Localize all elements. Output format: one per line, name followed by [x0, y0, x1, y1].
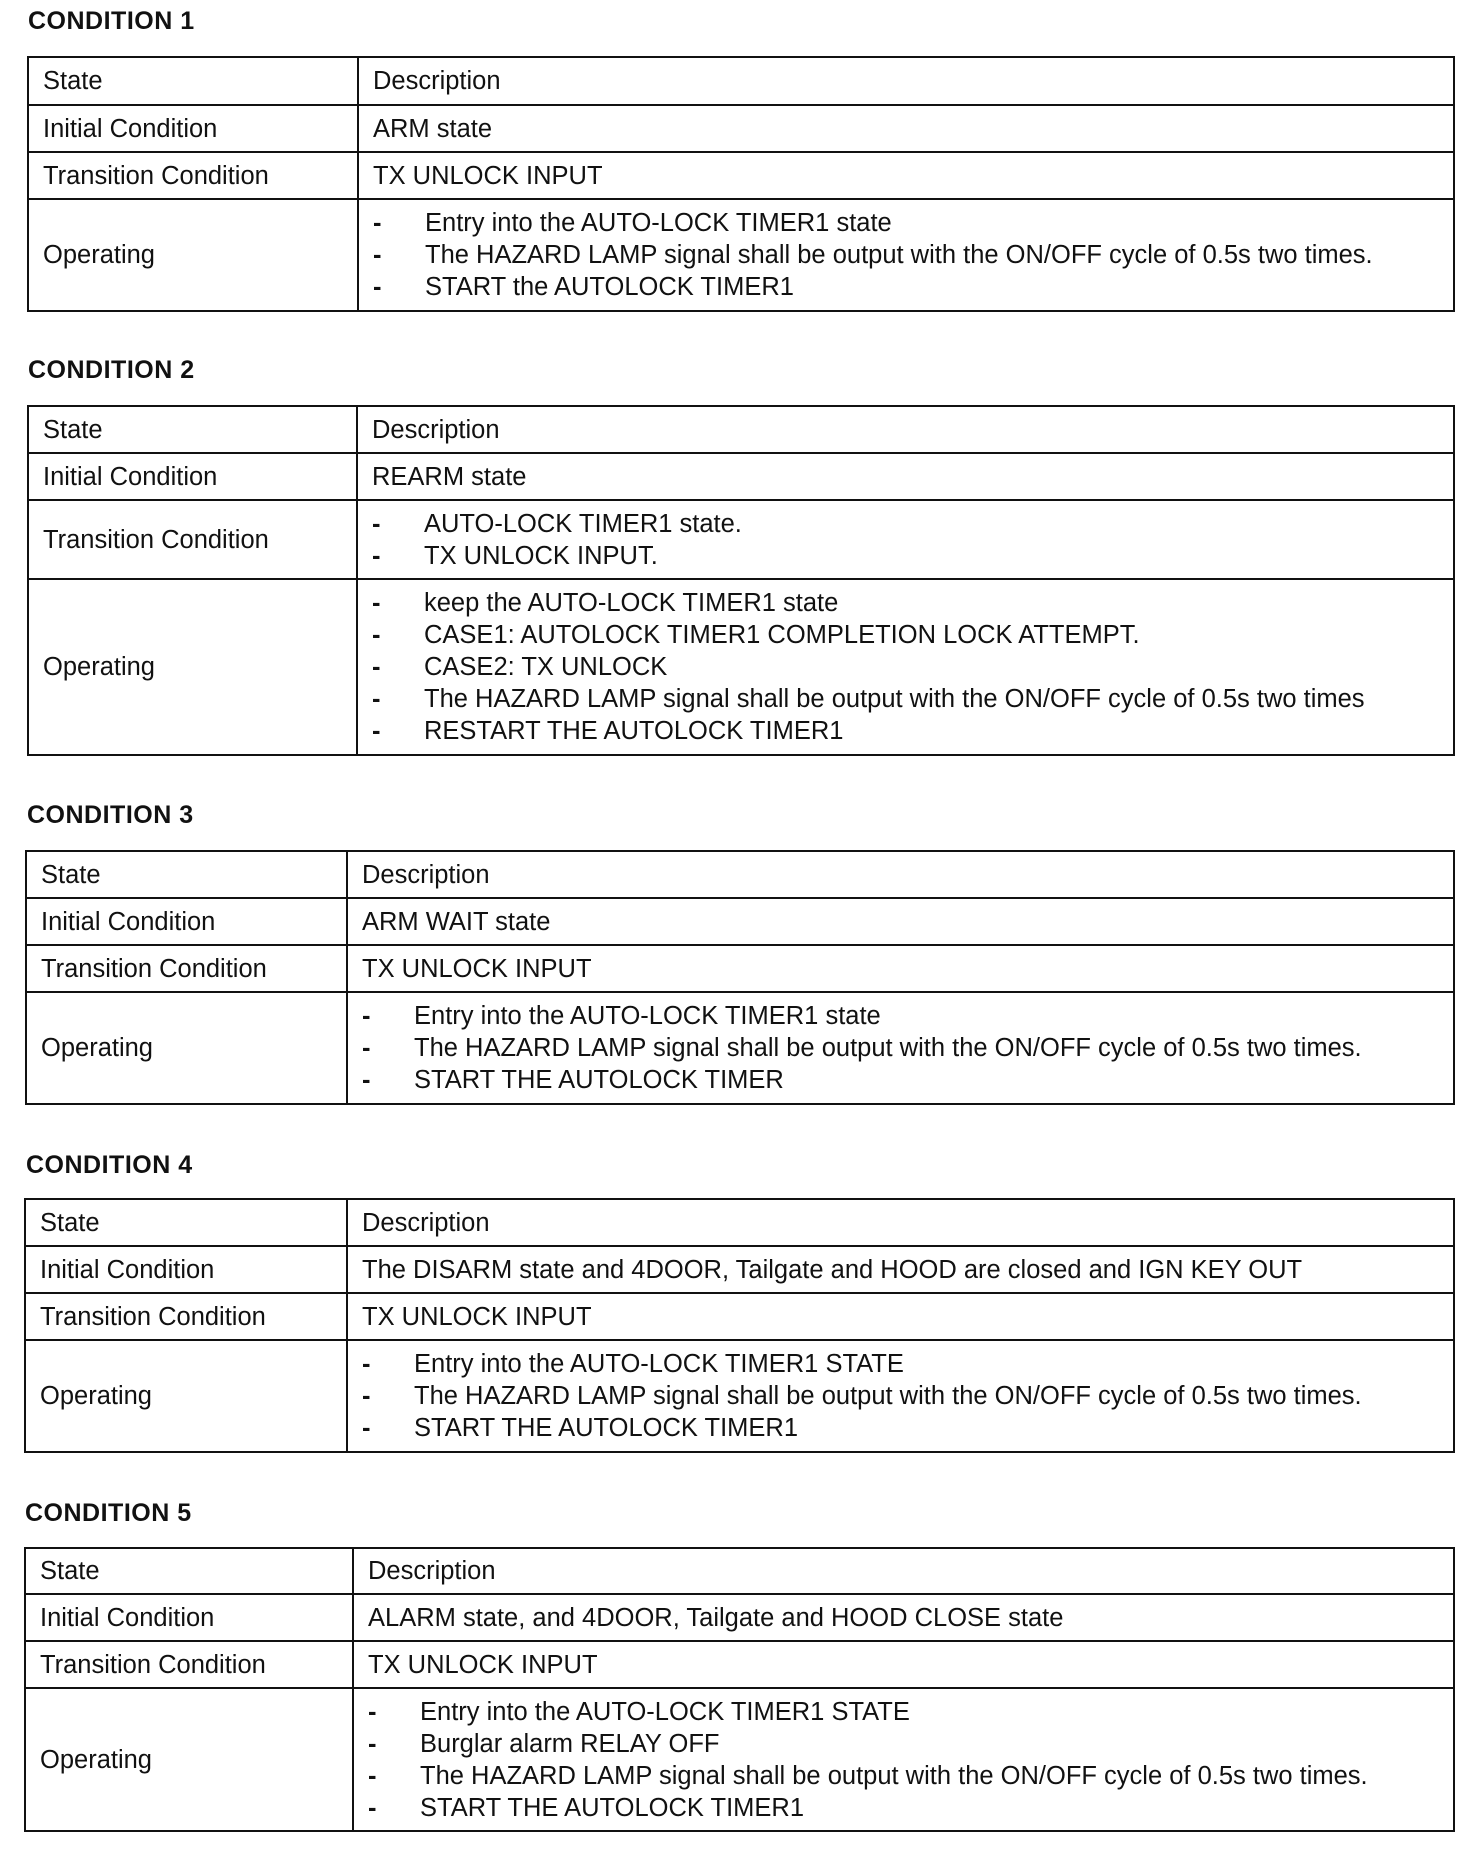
- description-header: Description: [358, 57, 1454, 105]
- operating-label: Operating: [28, 199, 358, 311]
- operating-item: [362, 1412, 1453, 1444]
- operating-item: [372, 651, 1453, 683]
- condition-4-table: [24, 1198, 1455, 1453]
- bullet-dash: -: [362, 1414, 371, 1442]
- description-header: Description: [347, 851, 1454, 898]
- transition-condition-row: [25, 1293, 1454, 1340]
- operating-item: [372, 587, 1453, 619]
- state-header: State: [25, 1548, 353, 1594]
- state-header: State: [25, 1199, 347, 1246]
- condition-2-table: [27, 405, 1455, 756]
- header-row: [25, 1548, 1454, 1594]
- bullet-dash: -: [368, 1793, 377, 1822]
- operating-item-text: Entry into the AUTO-LOCK TIMER1 state: [425, 209, 892, 237]
- operating-item-text: Burglar alarm RELAY OFF: [420, 1729, 720, 1758]
- operating-item: [362, 1032, 1453, 1064]
- bullet-dash: -: [362, 1034, 371, 1062]
- header-row: [28, 57, 1454, 105]
- operating-item: [362, 1348, 1453, 1380]
- initial-condition-label: Initial Condition: [28, 105, 358, 152]
- bullet-dash: -: [368, 1697, 377, 1726]
- bullet-dash: -: [373, 209, 382, 237]
- state-header: State: [26, 851, 347, 898]
- operating-row: [25, 1688, 1454, 1831]
- initial-condition-label: Initial Condition: [28, 453, 357, 500]
- operating-item: [362, 1000, 1453, 1032]
- operating-item-text: CASE2: TX UNLOCK: [424, 653, 668, 681]
- transition-condition-value: TX UNLOCK INPUT: [347, 1293, 1454, 1340]
- operating-list-cell: [357, 579, 1454, 755]
- operating-item-text: The HAZARD LAMP signal shall be output with the ON/OFF cycle of 0.5s two times.: [414, 1382, 1362, 1410]
- bullet-dash: -: [372, 717, 381, 745]
- operating-row: [25, 1340, 1454, 1452]
- transition-condition-label: Transition Condition: [26, 945, 347, 992]
- condition-4-title: CONDITION 4: [26, 1151, 193, 1179]
- operating-item: [362, 1064, 1453, 1096]
- operating-item-text: START the AUTOLOCK TIMER1: [425, 273, 794, 301]
- operating-item-text: The HAZARD LAMP signal shall be output with the ON/OFF cycle of 0.5s two times.: [420, 1761, 1368, 1790]
- transition-condition-row: [25, 1641, 1454, 1688]
- condition-5-table: [24, 1547, 1455, 1832]
- bullet-dash: -: [372, 621, 381, 649]
- operating-item-text: START THE AUTOLOCK TIMER1: [414, 1414, 799, 1442]
- bullet-dash: -: [368, 1729, 377, 1758]
- operating-list: [368, 1696, 1453, 1824]
- transition-item-text: AUTO-LOCK TIMER1 state.: [424, 509, 742, 538]
- initial-condition-value: ARM state: [358, 105, 1454, 152]
- bullet-dash: -: [362, 1066, 371, 1094]
- operating-item-text: keep the AUTO-LOCK TIMER1 state: [424, 589, 839, 617]
- transition-item: [372, 508, 1453, 540]
- operating-list-cell: [347, 992, 1454, 1104]
- operating-item: [373, 239, 1453, 271]
- operating-list-cell: [358, 199, 1454, 311]
- operating-label: Operating: [26, 992, 347, 1104]
- operating-item-text: The HAZARD LAMP signal shall be output with the ON/OFF cycle of 0.5s two times.: [425, 241, 1373, 269]
- initial-condition-value: ARM WAIT state: [347, 898, 1454, 945]
- operating-item-text: Entry into the AUTO-LOCK TIMER1 STATE: [420, 1697, 910, 1726]
- state-header: State: [28, 406, 357, 453]
- operating-item-text: Entry into the AUTO-LOCK TIMER1 STATE: [414, 1350, 904, 1378]
- operating-item: [372, 683, 1453, 715]
- operating-label: Operating: [28, 579, 357, 755]
- operating-item: [372, 715, 1453, 747]
- bullet-dash: -: [372, 541, 381, 570]
- transition-list-cell: [357, 500, 1454, 579]
- operating-list: [372, 587, 1453, 747]
- operating-row: [28, 579, 1454, 755]
- initial-condition-row: [28, 105, 1454, 152]
- operating-item: [368, 1728, 1453, 1760]
- transition-item: [372, 540, 1453, 572]
- description-header: Description: [353, 1548, 1454, 1594]
- bullet-dash: -: [372, 589, 381, 617]
- transition-condition-value: TX UNLOCK INPUT: [358, 152, 1454, 199]
- operating-item-text: START THE AUTOLOCK TIMER: [414, 1066, 784, 1094]
- header-row: [26, 851, 1454, 898]
- transition-condition-label: Transition Condition: [25, 1293, 347, 1340]
- operating-item: [368, 1696, 1453, 1728]
- transition-condition-label: Transition Condition: [28, 500, 357, 579]
- description-header: Description: [347, 1199, 1454, 1246]
- condition-1-title: CONDITION 1: [28, 7, 195, 35]
- operating-item-text: RESTART THE AUTOLOCK TIMER1: [424, 717, 844, 745]
- initial-condition-row: [25, 1594, 1454, 1641]
- bullet-dash: -: [362, 1002, 371, 1030]
- condition-5-title: CONDITION 5: [25, 1499, 192, 1527]
- operating-row: [28, 199, 1454, 311]
- operating-item: [362, 1380, 1453, 1412]
- initial-condition-label: Initial Condition: [25, 1594, 353, 1641]
- operating-list-cell: [353, 1688, 1454, 1831]
- initial-condition-row: [26, 898, 1454, 945]
- operating-list: [373, 207, 1453, 303]
- initial-condition-value: ALARM state, and 4DOOR, Tailgate and HOOD CLOSE state: [353, 1594, 1454, 1641]
- initial-condition-label: Initial Condition: [25, 1246, 347, 1293]
- operating-item-text: Entry into the AUTO-LOCK TIMER1 state: [414, 1002, 881, 1030]
- transition-list: [372, 508, 1453, 572]
- header-row: [25, 1199, 1454, 1246]
- operating-list: [362, 1348, 1453, 1444]
- operating-item-text: CASE1: AUTOLOCK TIMER1 COMPLETION LOCK ATTEMPT.: [424, 621, 1140, 649]
- operating-item-text: START THE AUTOLOCK TIMER1: [420, 1793, 805, 1822]
- operating-item-text: The HAZARD LAMP signal shall be output with the ON/OFF cycle of 0.5s two times.: [414, 1034, 1362, 1062]
- operating-item: [373, 271, 1453, 303]
- operating-item: [372, 619, 1453, 651]
- condition-3-table: [25, 850, 1455, 1105]
- operating-label: Operating: [25, 1688, 353, 1831]
- operating-item: [368, 1792, 1453, 1824]
- bullet-dash: -: [372, 653, 381, 681]
- transition-item-text: TX UNLOCK INPUT.: [424, 541, 658, 570]
- bullet-dash: -: [368, 1761, 377, 1790]
- transition-condition-label: Transition Condition: [25, 1641, 353, 1688]
- transition-condition-value: TX UNLOCK INPUT: [353, 1641, 1454, 1688]
- operating-item: [368, 1760, 1453, 1792]
- condition-3-title: CONDITION 3: [27, 801, 194, 829]
- bullet-dash: -: [372, 685, 381, 713]
- initial-condition-label: Initial Condition: [26, 898, 347, 945]
- description-header: Description: [357, 406, 1454, 453]
- bullet-dash: -: [373, 273, 382, 301]
- transition-condition-value: TX UNLOCK INPUT: [347, 945, 1454, 992]
- bullet-dash: -: [372, 509, 381, 538]
- operating-label: Operating: [25, 1340, 347, 1452]
- initial-condition-value: The DISARM state and 4DOOR, Tailgate and HOOD are closed and IGN KEY OUT: [347, 1246, 1454, 1293]
- bullet-dash: -: [373, 241, 382, 269]
- condition-1-table: [27, 56, 1455, 312]
- operating-row: [26, 992, 1454, 1104]
- transition-condition-row: [26, 945, 1454, 992]
- transition-condition-row: [28, 500, 1454, 579]
- operating-item-text: The HAZARD LAMP signal shall be output with the ON/OFF cycle of 0.5s two times: [424, 685, 1365, 713]
- operating-list-cell: [347, 1340, 1454, 1452]
- condition-2-title: CONDITION 2: [28, 356, 195, 384]
- operating-list: [362, 1000, 1453, 1096]
- bullet-dash: -: [362, 1382, 371, 1410]
- transition-condition-label: Transition Condition: [28, 152, 358, 199]
- bullet-dash: -: [362, 1350, 371, 1378]
- operating-item: [373, 207, 1453, 239]
- initial-condition-value: REARM state: [357, 453, 1454, 500]
- initial-condition-row: [28, 453, 1454, 500]
- header-row: [28, 406, 1454, 453]
- initial-condition-row: [25, 1246, 1454, 1293]
- state-header: State: [28, 57, 358, 105]
- transition-condition-row: [28, 152, 1454, 199]
